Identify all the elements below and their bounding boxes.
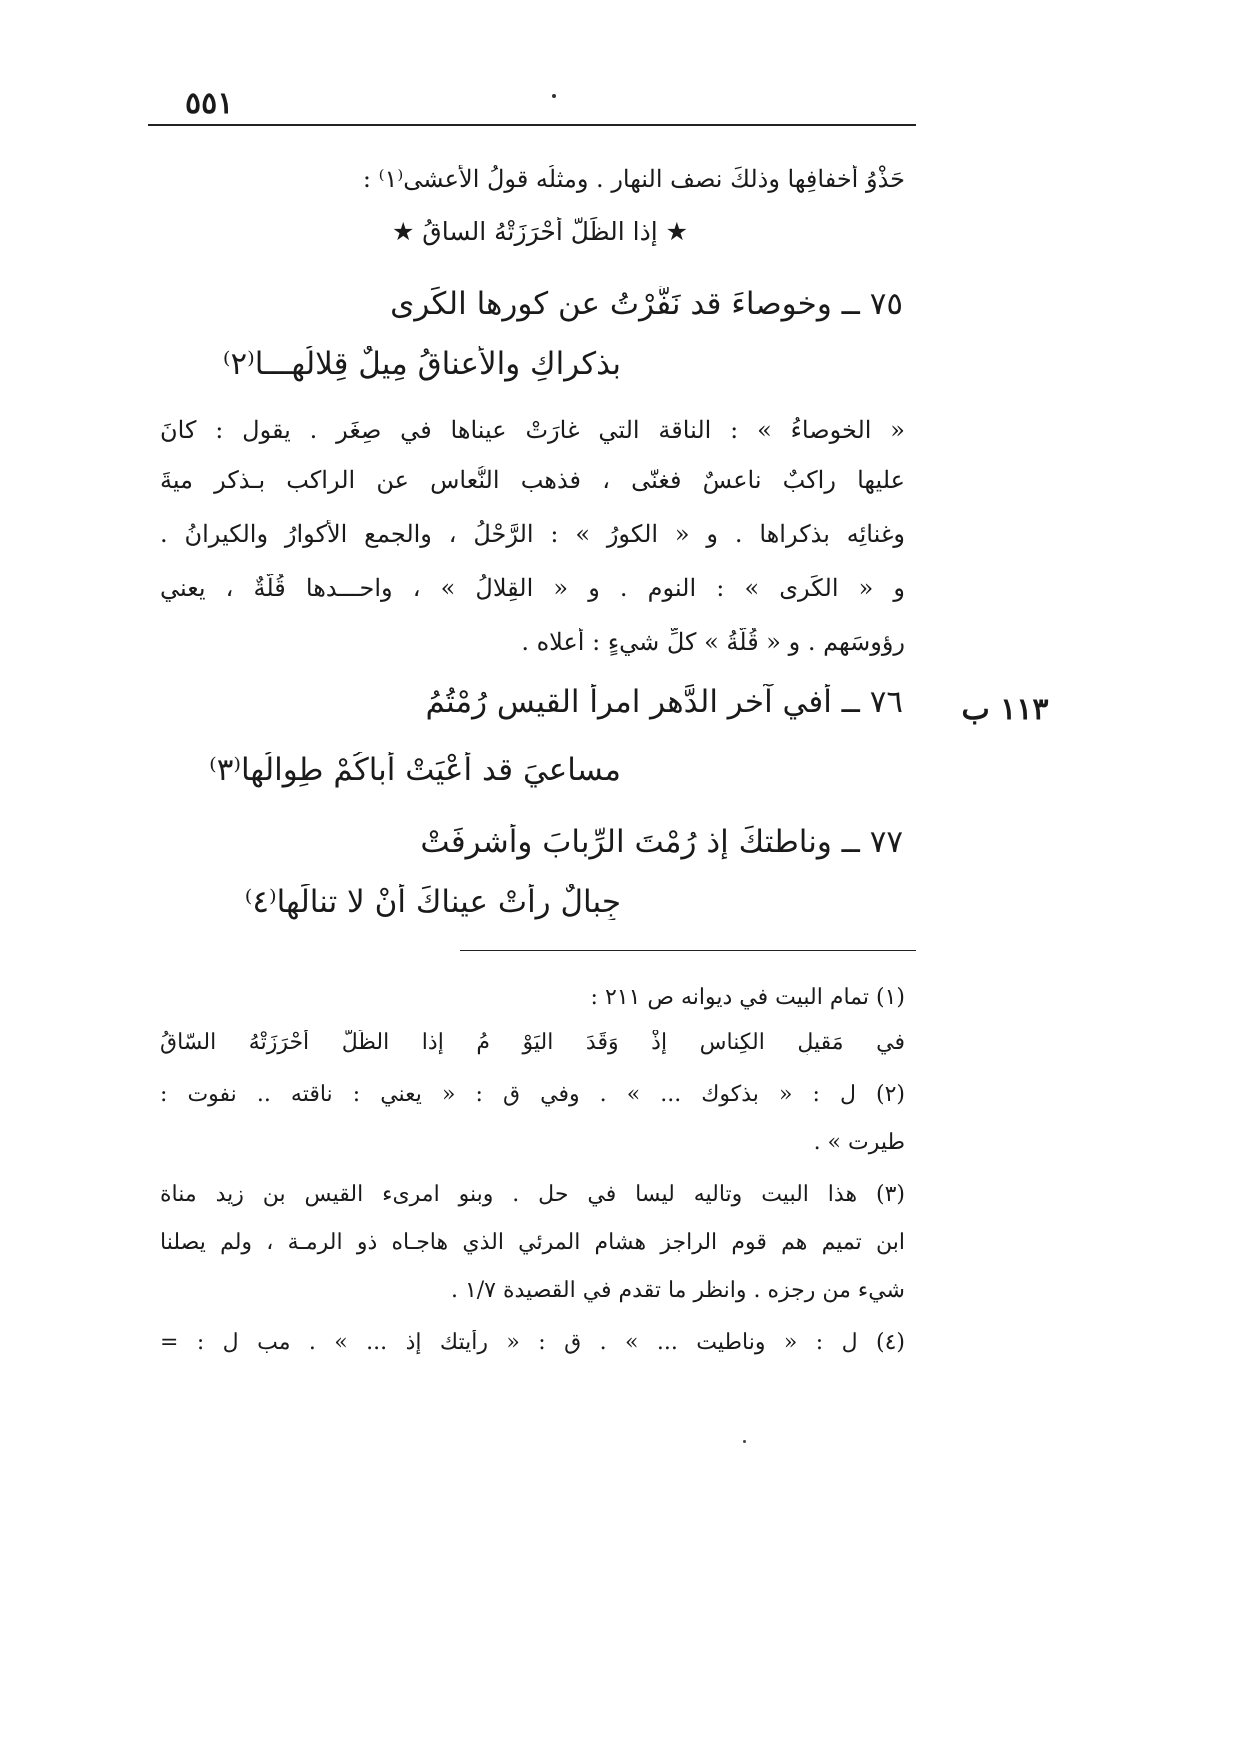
footnote-3: (٣) هذا البيت وتاليه ليسا في حل . وبنو امرىء القيس بن زيد مناة bbox=[160, 1182, 905, 1207]
commentary-line-4: و « الكَرى » : النوم . و « القِلالُ » ، واحـــدها قُلَّةٌ ، يعني bbox=[160, 574, 905, 602]
ink-dot bbox=[552, 94, 556, 98]
verse-76-second-hemistich: مساعيَ قد أعْيَتْ أباكُمْ طِوالُها⁽٣⁾ bbox=[209, 752, 621, 788]
commentary-line-2: عليها راكبٌ ناعسٌ فغنّى ، فذهب النُّعاس عن الراكب بـذكرِ ميةَ bbox=[160, 466, 905, 494]
commentary-line-3: وغنائِه بذكراها . و « الكورُ » : الرَّحْلُ ، والجمع الأكوارُ والكيرانُ . bbox=[160, 520, 905, 548]
manuscript-folio-note: ١١٣ ب bbox=[961, 692, 1049, 727]
prose-line-intro: حَذْوُ أخفافِها وذلكَ نصف النهار . ومثلُه قولُ الأعشى⁽١⁾ : bbox=[362, 165, 905, 193]
page-number: ٥٥١ bbox=[185, 86, 234, 121]
footnote-2-continued: طيرت » . bbox=[813, 1130, 905, 1155]
header-rule bbox=[148, 124, 916, 126]
footnote-3-line-2: ابن تميم هم قوم الراجز هشام المرئي الذي هاجـاه ذو الرمـة ، ولم يصلنا bbox=[160, 1230, 905, 1255]
verse-77-second-hemistich: جِبالٌ رأَتْ عيناكَ أنْ لا تنالَها⁽٤⁾ bbox=[244, 884, 621, 920]
footnote-1-verse: في مَقيلِ الكِناسِ إذْ وَقَدَ اليَوْ مُ إذا الظِّلُّ أحْرَزَتْهُ السّاقُ bbox=[160, 1030, 905, 1055]
footnote-1: (١) تمام البيت في ديوانه ص ٢١١ : bbox=[590, 985, 905, 1010]
commentary-line-5: رؤوسَهم . و « قُلَّةُ » كلِّ شيءٍ : أعلاه . bbox=[521, 628, 905, 656]
verse-77-first-hemistich: ٧٧ ــ وناطتكَ إذ رُمْتَ الرِّبابَ وأشرفَتْ bbox=[420, 824, 903, 860]
ink-dot-bottom bbox=[743, 1440, 746, 1443]
verse-75-first-hemistich: ٧٥ ــ وخوصاءَ قد نَفَّرْتُ عن كورِها الكَرى bbox=[390, 286, 903, 322]
footnote-2: (٢) ل : « بذكوك ... » . وفي ق : « يعني : ناقته .. نفوت : bbox=[160, 1082, 905, 1107]
half-verse-quote: ★ إذا الظِّلُّ أحْرَزَتْهُ الساقُ ★ bbox=[391, 217, 689, 246]
verse-75-second-hemistich: بذكراكِ والأَعناقُ مِيلٌ قِلالُهـــا⁽٢⁾ bbox=[222, 346, 621, 382]
footnote-4: (٤) ل : « وناطيت ... » . ق : « رأيتك إذ ... » . مب ل : = bbox=[160, 1330, 905, 1355]
footnote-rule bbox=[460, 950, 916, 951]
footnote-3-line-3: شيء من رجزه . وانظر ما تقدم في القصيدة ١/٧ . bbox=[450, 1278, 905, 1303]
commentary-line-1: « الخوصاءُ » : الناقة التي غارَتْ عيناها في صِغَرٍ . يقول : كانَ bbox=[160, 416, 905, 444]
verse-76-first-hemistich: ٧٦ ــ أَفي آخرِ الدَّهرِ امرأَ القيسِ رُمْتُمُ bbox=[425, 684, 903, 720]
